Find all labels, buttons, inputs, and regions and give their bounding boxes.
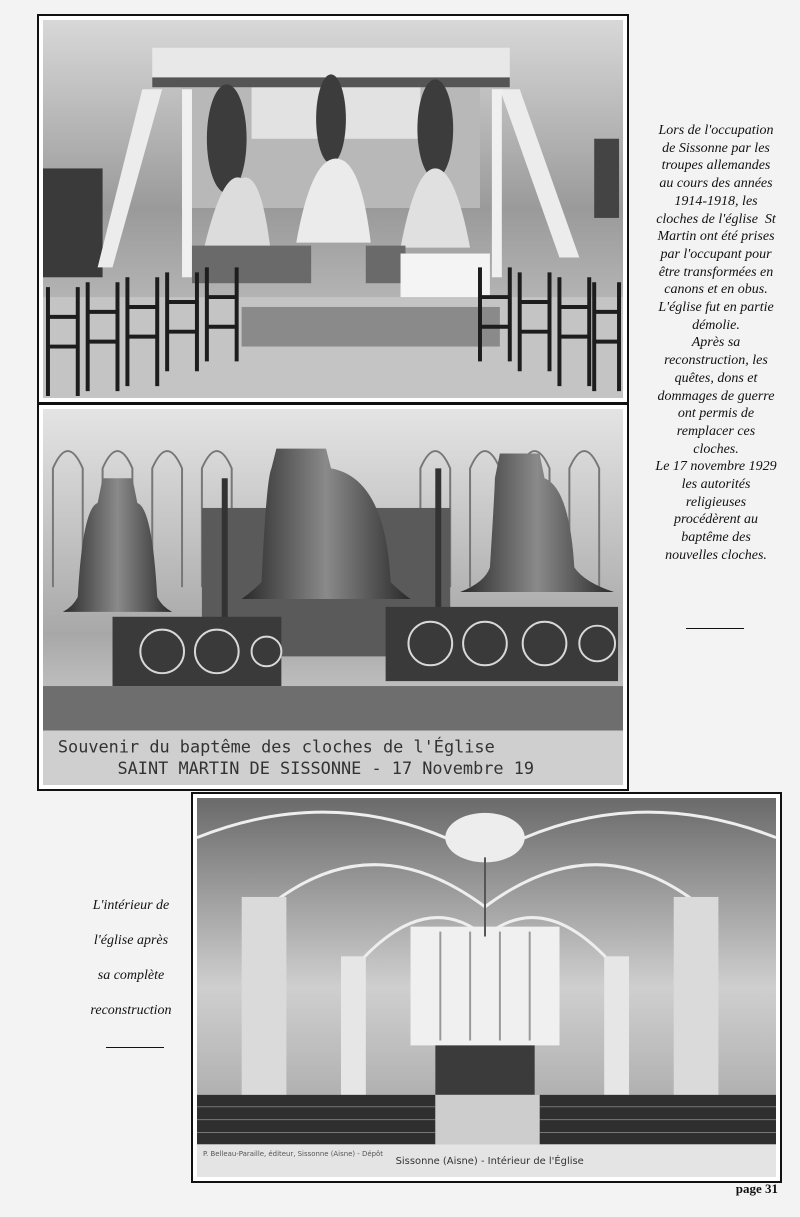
text-line: quêtes, dons et (674, 370, 758, 386)
text-line: être transformées en (658, 264, 774, 280)
text-line: cloches. (693, 441, 739, 457)
text-line: sa complète (97, 968, 165, 983)
bells-image (43, 409, 623, 785)
text-line: reconstruction, les (664, 353, 768, 369)
text-line: au cours des années (659, 176, 773, 192)
text-line: remplacer ces (676, 423, 756, 439)
bells-caption-line2: SAINT MARTIN DE SISSONNE - 17 Novembre 19 (117, 758, 535, 779)
interior-caption-publisher: P. Belleau-Paraille, éditeur, Sissonne (Aisne) - Dépôt (202, 1150, 383, 1159)
text-line: L'intérieur de (92, 898, 170, 913)
text-line: Lors de l'occupation (658, 123, 774, 138)
church-interior-image (197, 798, 776, 1177)
page-number: page 31 (735, 1181, 778, 1196)
text-line: troupes allemandes (661, 158, 771, 174)
text-line: Le 17 novembre 1929 (655, 459, 777, 475)
text-line: par l'occupant pour (660, 246, 772, 262)
text-line: canons et en obus. (664, 282, 768, 298)
interior-description-text (70, 888, 192, 1028)
occupation-history-text (640, 122, 792, 565)
text-line: Après sa (691, 335, 741, 351)
text-line: l'église après (93, 933, 169, 948)
text-line: procédèrent au (673, 512, 759, 528)
text-line: Martin ont été prises (657, 229, 775, 245)
altar-decoration-image (43, 20, 623, 398)
text-line: 1914-1918, les (674, 193, 758, 209)
church-interior-photo (191, 792, 782, 1183)
text-line: ont permis de (677, 406, 755, 422)
text-line: les autorités (681, 477, 751, 493)
text-line: cloches de l'église St (656, 211, 776, 227)
divider-right (686, 628, 744, 629)
divider-left (106, 1047, 164, 1048)
bells-photo (37, 403, 629, 791)
text-line: reconstruction (90, 1003, 172, 1018)
text-line: dommages de guerre (657, 388, 775, 404)
bells-caption-line1: Souvenir du baptême des cloches de l'Église (57, 736, 495, 757)
text-line: de Sissonne par les (662, 140, 770, 156)
text-line: démolie. (692, 317, 740, 333)
text-line: religieuses (685, 494, 747, 510)
text-line: L'église fut en partie (658, 300, 774, 316)
text-line: nouvelles cloches. (665, 547, 767, 563)
interior-caption-title: Sissonne (Aisne) - Intérieur de l'Église (395, 1156, 584, 1168)
text-line: baptême des (681, 530, 751, 546)
altar-decoration-photo (37, 14, 629, 404)
